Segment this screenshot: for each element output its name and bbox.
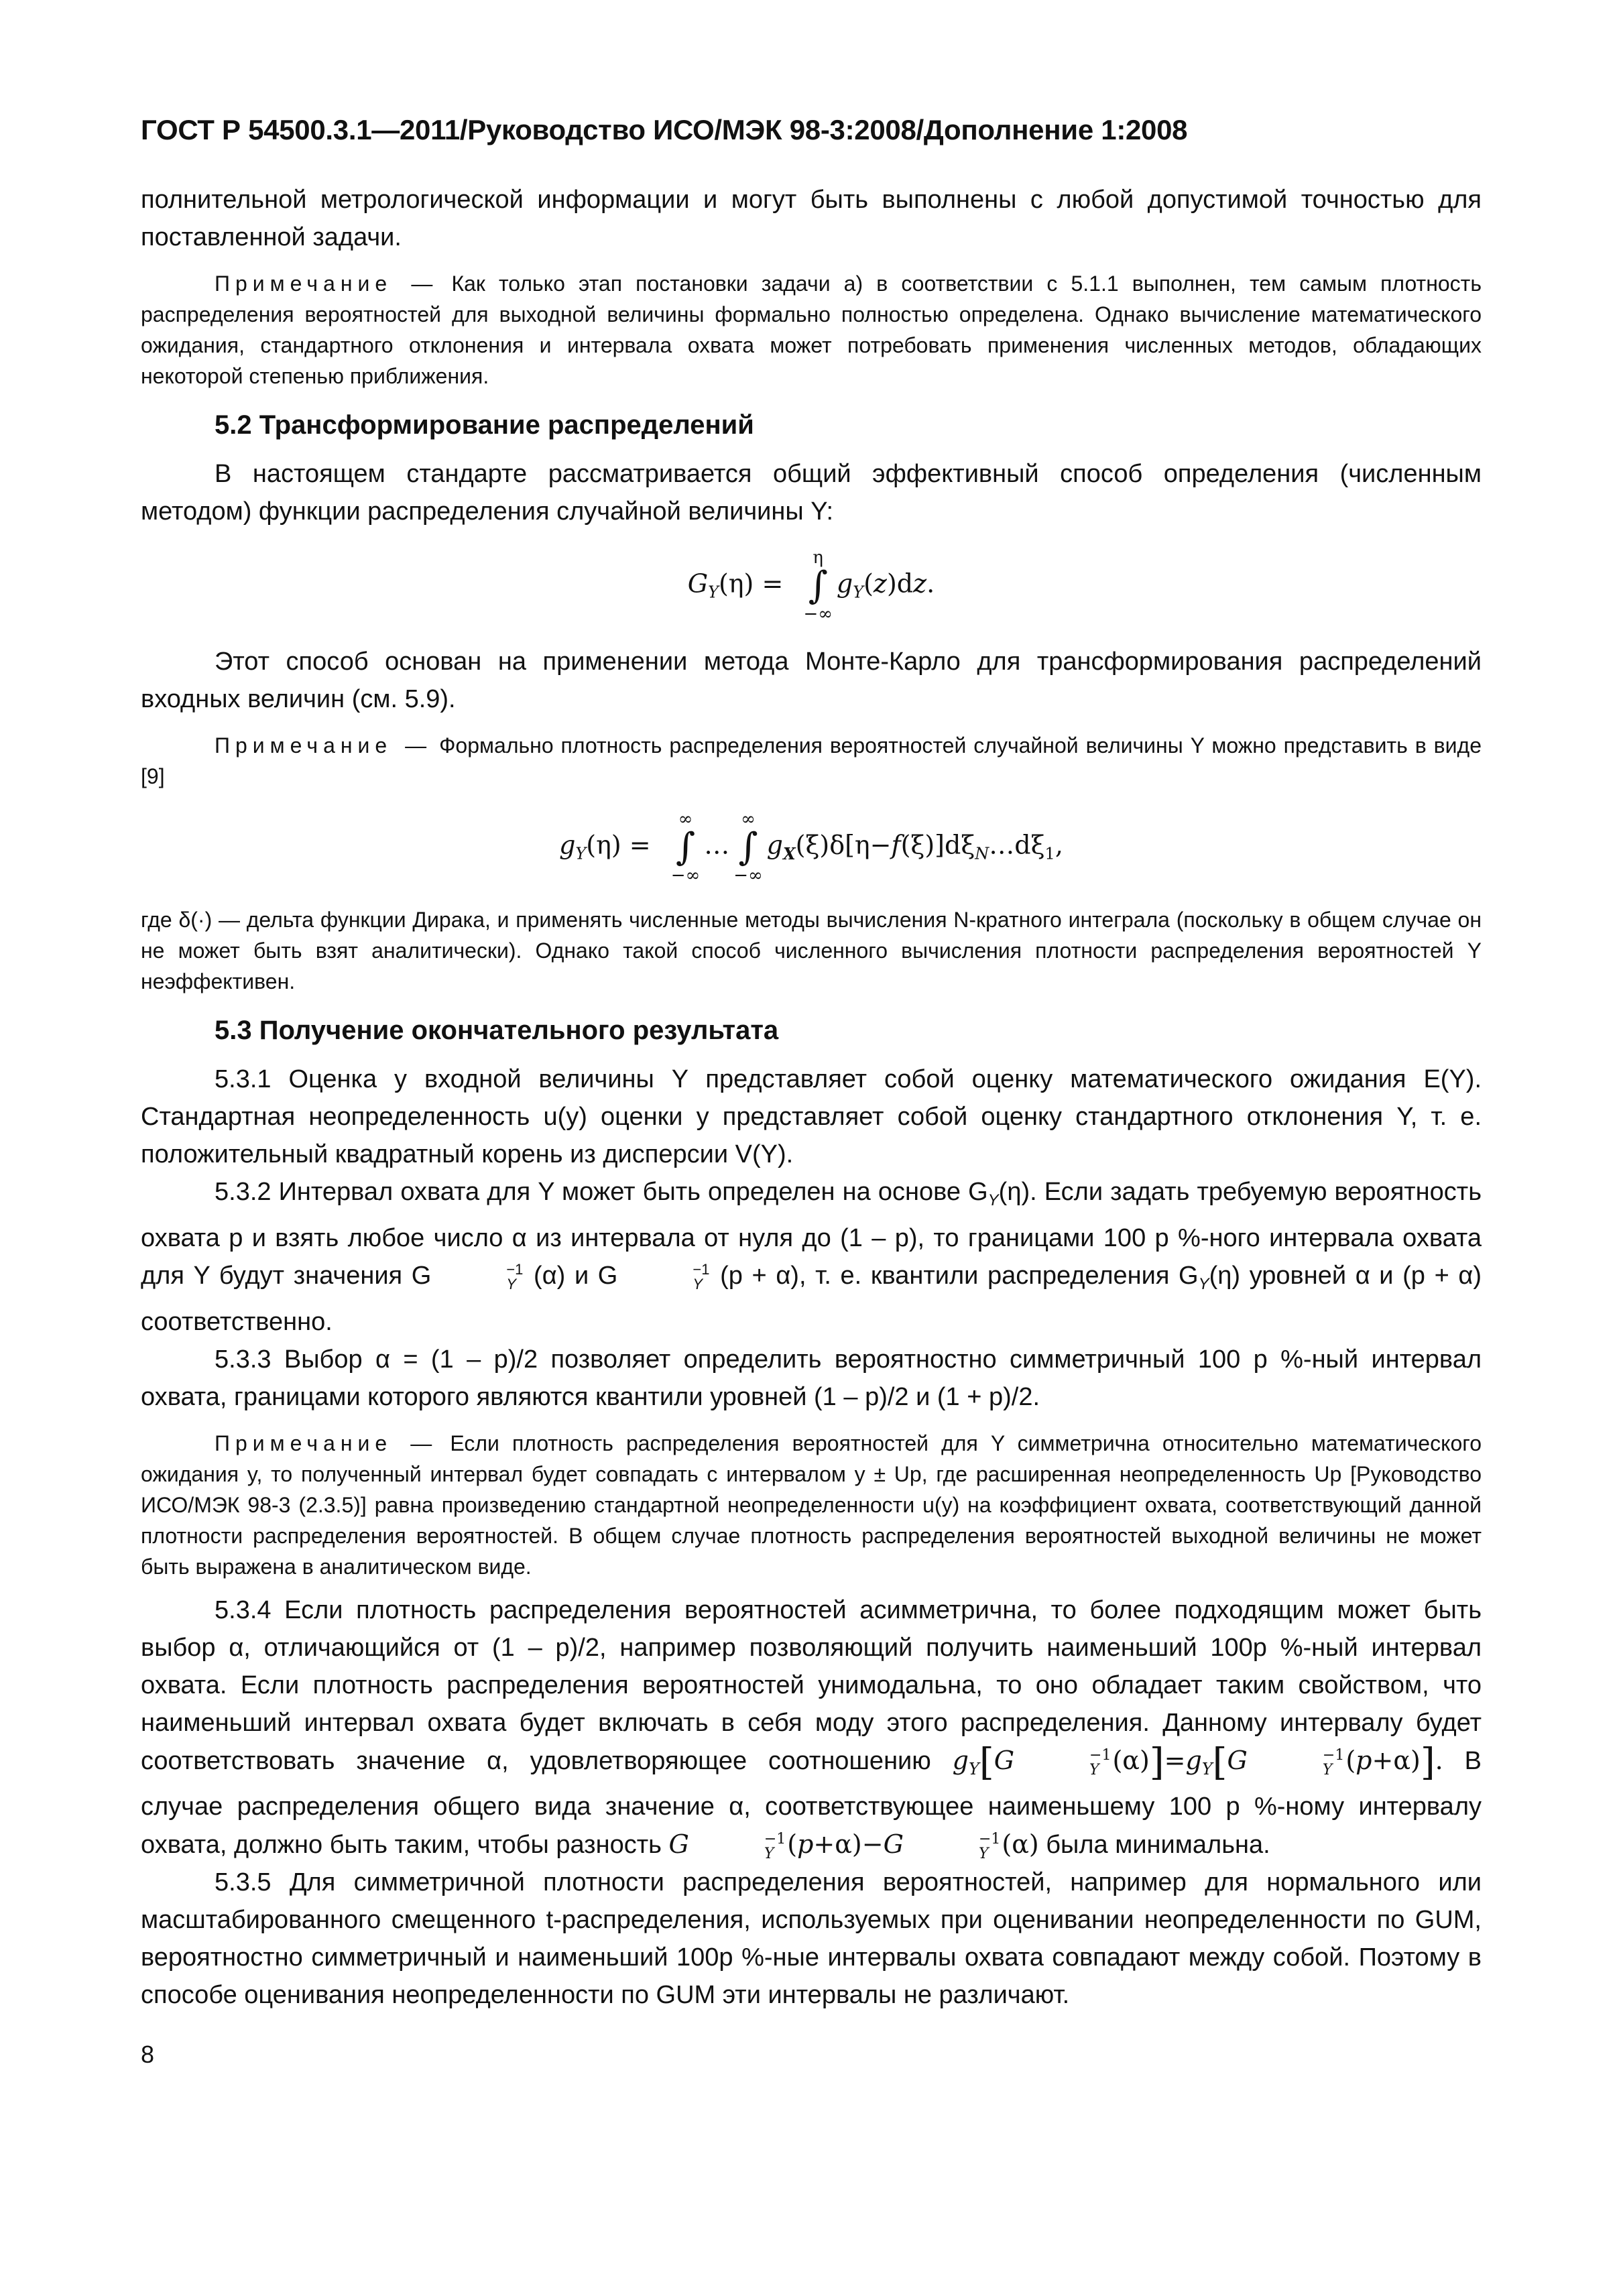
paragraph-5-3-1: 5.3.1 Оценка y входной величины Y представляет собой оценку математического ожидания E(Y). Стандартная неопределенность u(y) оценки y представляет собой оценку стандартного отклонения Y, т. е. положительный квадратный корень из дисперсии V(Y).	[141, 1065, 1482, 1168]
text-run: В случае распределения общего вида значение α, соответствующее наименьшему 100 p %-ному интервалу охвата, должно быть таким, чтобы разность	[141, 1747, 1482, 1859]
inverse-index: −1 Y	[506, 1260, 524, 1292]
note-label: Примечание —	[215, 1431, 438, 1455]
document-header: ГОСТ Р 54500.3.1—2011/Руководство ИСО/МЭК 98-3:2008/Дополнение 1:2008	[141, 114, 1188, 145]
paragraph-5-3-5: 5.3.5 Для симметричной плотности распределения вероятностей, например для нормального или масштабированного смещенного t-распределения, используемых при оценивании неопределенности по GUM, вероятностно симметричный и наименьший 100p %-ные интервалы охвата совпадают между собой. Поэтому в способе оценивания неопределенности по GUM эти интервалы не различают.	[141, 1868, 1482, 2009]
note-label: Примечание —	[215, 733, 432, 758]
text-run: 5.3.4 Если плотность распределения вероятностей асимметрична, то более подходящим может быть выбор α, отличающийся от (1 – p)/2, например позволяющий получить наименьший 100p %-ный интервал охвата. Если плотность распределения вероятностей унимодальна, то оно обладает таким свойством, что наименьший интервал охвата будет включать в себя моду этого распределения. Данному интервалу будет соответствовать значение α, удовлетворяющее соотношению	[141, 1596, 1482, 1775]
note-3-text: Если плотность распределения вероятностей для Y симметрична относительно математического ожидания y, то полученный интервал будет совпадать с интервалом y ± Up, где расширенная неопределенность Up [Руководство ИСО/МЭК 98-3 (2.3.5)] равна произведению стандартной неопределенности u(y) на коэффициент охвата, соответствующий данной плотности распределения вероятностей. В общем случае плотность распределения вероятностей выходной величины не может быть выражена в аналитическом виде.	[141, 1431, 1482, 1579]
text-run: (α) и G	[524, 1262, 618, 1290]
integral-sign: ∞ ∫ −∞	[733, 809, 763, 886]
formula-inline-difference: G −1 Y (p+α)−G −1 Y (α)	[668, 1829, 1039, 1862]
note-2	[141, 730, 1482, 792]
note-2-text: Формально плотность распределения вероятностей случайной величины Y можно представить в виде [9]	[141, 733, 1482, 788]
paragraph-intro: полнительной метрологической информации и могут быть выполнены с любой допустимой точностью для поставленной задачи.	[141, 186, 1482, 251]
section-5-3-heading: 5.3 Получение окончательного результата	[215, 1016, 779, 1045]
document-page	[141, 114, 1482, 2069]
paragraph-5-2-b: Этот способ основан на применении метода Монте-Карло для трансформирования распределений входных величин (см. 5.9).	[141, 648, 1482, 713]
integral-sign: ∞ ∫ −∞	[670, 809, 701, 886]
note-label: Примечание —	[215, 271, 438, 296]
text-run: была минимальна.	[1038, 1831, 1270, 1859]
text-run: (η) уровней α и (p + α) соответственно.	[141, 1262, 1482, 1336]
formula-inline-condition: $g_Y[G$ −1 Y $(\alpha)]=g_Y[G$ −1 Y (p+α)].	[952, 1740, 1443, 1785]
paragraph-5-3-2: 5.3.2 Интервал охвата для Y может быть определен на основе $G_Y(\eta)$. Если задать требуемую вероятность охвата p и взять любое число α из интервала от нуля до (1 – p), то границами 100 p %-ного интервала охвата для Y будут значения G −1 Y (α) и G −1 Y (p + α), т. е. квантили распределения $G_Y(\eta)$ уровней α и (p + α) соответственно.	[141, 1178, 1482, 1336]
paragraph-5-3-4	[141, 1591, 1482, 1864]
paragraph-5-2-a: В настоящем стандарте рассматривается общий эффективный способ определения (численным методом) функции распределения случайной величины Y:	[141, 460, 1482, 526]
integral-sign: η ∫ −∞	[803, 548, 833, 624]
note-1-text: Как только этап постановки задачи а) в соответствии с 5.1.1 выполнен, тем самым плотность распределения вероятностей для выходной величины формально полностью определена. Однако вычисление математического ожидания, стандартного отклонения и интервала охвата может потребовать применения численных методов, обладающих некоторой степенью приближения.	[141, 271, 1482, 388]
inverse-index: −1 Y	[693, 1260, 710, 1292]
note-3	[141, 1428, 1482, 1582]
note-2-continuation: где δ(·) — дельта функции Дирака, и применять численные методы вычисления N-кратного интеграла (поскольку в общем случае он не может быть взят аналитически). Однако такой способ численного вычисления плотности распределения вероятностей Y неэффективен.	[141, 908, 1482, 993]
formula-density: $g_Y(\eta)$ = ∞ ∫ −∞ … ∞ ∫ −∞ $g_X(\xi)\delta[\eta-f(\xi)]d\xi_N\dots d\xi_1$,	[559, 809, 1063, 886]
text-run: (p + α), т. е. квантили распределения G	[711, 1262, 1199, 1290]
text-run: (η). Если задать требуемую вероятность охвата p и взять любое число α из интервала от нуля до (1 – p), то границами 100 p %-ного интервала охвата для Y будут значения G	[141, 1178, 1482, 1290]
formula-distribution-function: $G_Y(\eta)$ = η ∫ −∞ $g_Y(z)dz$.	[687, 548, 935, 624]
paragraph-5-3-3: 5.3.3 Выбор α = (1 – p)/2 позволяет определить вероятностно симметричный 100 p %-ный интервал охвата, границами которого являются квантили уровней (1 – p)/2 и (1 + p)/2.	[141, 1345, 1482, 1411]
text-run: 5.3.2 Интервал охвата для Y может быть определен на основе G	[215, 1178, 988, 1206]
note-1	[141, 268, 1482, 391]
section-5-2-heading: 5.2 Трансформирование распределений	[215, 410, 754, 440]
page-number: 8	[141, 2041, 155, 2068]
